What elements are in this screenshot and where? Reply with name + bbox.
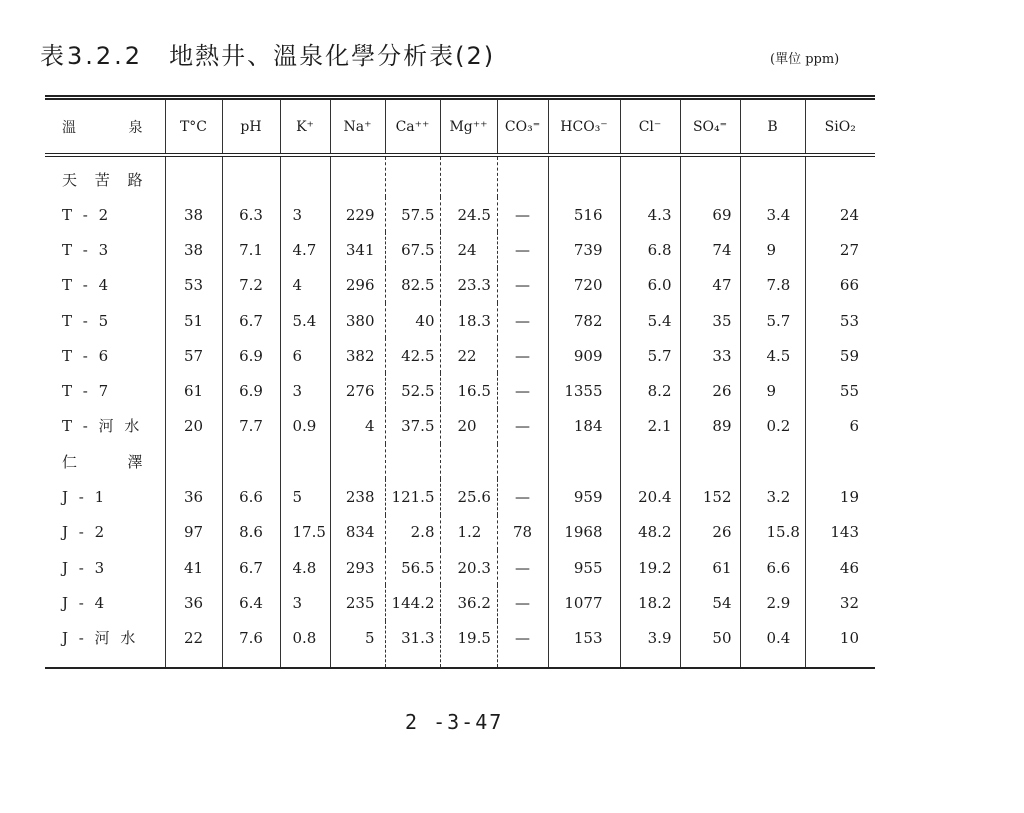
cell-temp: 36 <box>165 479 222 514</box>
column-header-ph: pH <box>222 98 280 156</box>
row-label: T - 7 <box>45 373 165 408</box>
cell-sio2: 32 <box>839 593 859 612</box>
cell-k: 6 <box>280 338 330 373</box>
cell-co3: — <box>497 479 548 514</box>
column-header-b: B <box>740 98 805 156</box>
table-row <box>45 479 875 514</box>
cell-hco3: 184 <box>548 409 620 444</box>
cell-so4: 26 <box>680 515 740 550</box>
cell-hco3: 739 <box>548 232 620 267</box>
empty-cell <box>440 155 497 197</box>
cell-temp: 22 <box>165 621 222 668</box>
cell-k: 4.8 <box>280 550 330 585</box>
table-row <box>45 515 875 550</box>
table-row <box>45 550 875 585</box>
cell-na: 5 <box>330 621 385 668</box>
empty-cell <box>805 444 875 479</box>
table-row <box>45 268 875 303</box>
empty-cell <box>385 444 440 479</box>
cell-b: 9 <box>740 232 805 267</box>
cell-so4: 69 <box>680 197 740 232</box>
table-row <box>45 232 875 267</box>
cell-co3: — <box>497 303 548 338</box>
column-header-ca: Ca⁺⁺ <box>385 98 440 156</box>
cell-co3: — <box>497 268 548 303</box>
column-header-hco3: HCO₃⁻ <box>548 98 620 156</box>
column-header-sio2: SiO₂ <box>805 98 875 156</box>
cell-b: 15.8 <box>740 515 805 550</box>
cell-hco3: 909 <box>548 338 620 373</box>
cell-ph: 7.7 <box>222 409 280 444</box>
cell-so4: 35 <box>680 303 740 338</box>
cell-hco3: 516 <box>548 197 620 232</box>
column-header-so4: SO₄⁼ <box>680 98 740 156</box>
table-row <box>45 197 875 232</box>
cell-b: 9 <box>740 373 805 408</box>
cell-so4: 47 <box>680 268 740 303</box>
cell-na: 229 <box>330 197 385 232</box>
cell-sio2: 19 <box>839 488 859 507</box>
empty-cell <box>280 444 330 479</box>
cell-hco3: 720 <box>548 268 620 303</box>
cell-mg: 24.5 <box>440 197 497 232</box>
cell-k: 5 <box>280 479 330 514</box>
cell-hco3: 782 <box>548 303 620 338</box>
cell-so4: 152 <box>680 479 740 514</box>
cell-ca: 40 <box>385 303 440 338</box>
row-label: T - 5 <box>45 303 165 338</box>
empty-cell <box>548 155 620 197</box>
cell-na: 296 <box>330 268 385 303</box>
cell-co3: — <box>497 585 548 620</box>
column-header-k: K⁺ <box>280 98 330 156</box>
cell-temp: 97 <box>165 515 222 550</box>
cell-b: 2.9 <box>740 585 805 620</box>
cell-so4: 50 <box>680 621 740 668</box>
cell-co3: — <box>497 338 548 373</box>
cell-co3: — <box>497 232 548 267</box>
empty-cell <box>330 155 385 197</box>
cell-hco3: 1077 <box>548 585 620 620</box>
cell-k: 0.9 <box>280 409 330 444</box>
cell-hco3: 1355 <box>548 373 620 408</box>
empty-cell <box>680 444 740 479</box>
column-header-mg: Mg⁺⁺ <box>440 98 497 156</box>
empty-cell <box>222 444 280 479</box>
empty-cell <box>222 155 280 197</box>
cell-ph: 6.9 <box>222 338 280 373</box>
table-row <box>45 585 875 620</box>
empty-cell <box>280 155 330 197</box>
cell-temp: 38 <box>165 197 222 232</box>
cell-mg: 1.2 <box>440 515 497 550</box>
cell-ca: 42.5 <box>385 338 440 373</box>
cell-ph: 6.9 <box>222 373 280 408</box>
cell-mg: 20.3 <box>440 550 497 585</box>
cell-mg: 25.6 <box>440 479 497 514</box>
cell-ph: 6.7 <box>222 550 280 585</box>
row-label: T - 河 水 <box>45 409 165 444</box>
empty-cell <box>165 444 222 479</box>
cell-hco3: 153 <box>548 621 620 668</box>
cell-ph: 6.3 <box>222 197 280 232</box>
cell-temp: 61 <box>165 373 222 408</box>
empty-cell <box>497 155 548 197</box>
row-label: J - 河 水 <box>45 621 165 668</box>
cell-cl: 4.3 <box>620 197 680 232</box>
cell-so4: 74 <box>680 232 740 267</box>
cell-ph: 7.2 <box>222 268 280 303</box>
cell-ph: 6.6 <box>222 479 280 514</box>
cell-ca: 52.5 <box>385 373 440 408</box>
cell-mg: 20 <box>440 409 497 444</box>
cell-co3: — <box>497 197 548 232</box>
cell-sio2: 53 <box>839 311 859 330</box>
cell-mg: 22 <box>440 338 497 373</box>
cell-co3: — <box>497 621 548 668</box>
cell-b: 4.5 <box>740 338 805 373</box>
column-header-temp: T°C <box>165 98 222 156</box>
cell-k: 3 <box>280 585 330 620</box>
cell-temp: 51 <box>165 303 222 338</box>
row-label: T - 3 <box>45 232 165 267</box>
cell-ph: 7.1 <box>222 232 280 267</box>
cell-mg: 36.2 <box>440 585 497 620</box>
cell-so4: 26 <box>680 373 740 408</box>
empty-cell <box>548 444 620 479</box>
cell-sio2: 46 <box>839 558 859 577</box>
empty-cell <box>385 155 440 197</box>
row-label: T - 2 <box>45 197 165 232</box>
cell-na: 834 <box>330 515 385 550</box>
cell-mg: 24 <box>440 232 497 267</box>
cell-mg: 23.3 <box>440 268 497 303</box>
cell-co3: — <box>497 550 548 585</box>
cell-ph: 6.7 <box>222 303 280 338</box>
cell-ca: 121.5 <box>385 479 440 514</box>
cell-b: 3.2 <box>740 479 805 514</box>
row-label: J - 2 <box>45 515 165 550</box>
cell-k: 5.4 <box>280 303 330 338</box>
row-label: T - 4 <box>45 268 165 303</box>
cell-ca: 2.8 <box>385 515 440 550</box>
analysis-table <box>45 95 875 669</box>
empty-cell <box>620 155 680 197</box>
column-header-co3: CO₃⁼ <box>497 98 548 156</box>
cell-temp: 41 <box>165 550 222 585</box>
row-label: J - 1 <box>45 479 165 514</box>
group-label: 仁 澤 <box>45 444 165 479</box>
table-number: 表3.2.2 <box>40 42 144 70</box>
cell-hco3: 955 <box>548 550 620 585</box>
cell-cl: 48.2 <box>620 515 680 550</box>
cell-k: 17.5 <box>280 515 330 550</box>
cell-co3: 78 <box>497 515 548 550</box>
cell-k: 4.7 <box>280 232 330 267</box>
cell-hco3: 1968 <box>548 515 620 550</box>
cell-mg: 18.3 <box>440 303 497 338</box>
cell-ca: 31.3 <box>385 621 440 668</box>
cell-so4: 54 <box>680 585 740 620</box>
cell-ca: 82.5 <box>385 268 440 303</box>
row-label: T - 6 <box>45 338 165 373</box>
column-header-cl: Cl⁻ <box>620 98 680 156</box>
table-body <box>45 155 875 668</box>
unit-label: (單位 ppm) <box>770 52 840 67</box>
cell-na: 4 <box>330 409 385 444</box>
cell-sio2: 10 <box>839 629 859 648</box>
cell-sio2: 24 <box>839 205 859 224</box>
page-number: 2 -3-47 <box>405 710 504 734</box>
empty-cell <box>805 155 875 197</box>
empty-cell <box>620 444 680 479</box>
cell-b: 0.2 <box>740 409 805 444</box>
cell-sio2: 66 <box>839 276 859 295</box>
cell-na: 276 <box>330 373 385 408</box>
cell-ph: 6.4 <box>222 585 280 620</box>
cell-sio2: 59 <box>839 346 859 365</box>
cell-cl: 20.4 <box>620 479 680 514</box>
cell-b: 3.4 <box>740 197 805 232</box>
cell-sio2: 55 <box>839 382 859 401</box>
cell-hco3: 959 <box>548 479 620 514</box>
column-header-na: Na⁺ <box>330 98 385 156</box>
cell-cl: 6.8 <box>620 232 680 267</box>
table-row <box>45 409 875 444</box>
cell-ph: 8.6 <box>222 515 280 550</box>
empty-cell <box>680 155 740 197</box>
cell-mg: 19.5 <box>440 621 497 668</box>
row-label: J - 4 <box>45 585 165 620</box>
cell-ca: 57.5 <box>385 197 440 232</box>
table-row <box>45 373 875 408</box>
cell-ca: 37.5 <box>385 409 440 444</box>
empty-cell <box>440 444 497 479</box>
cell-k: 3 <box>280 373 330 408</box>
cell-so4: 33 <box>680 338 740 373</box>
empty-cell <box>330 444 385 479</box>
cell-co3: — <box>497 373 548 408</box>
group-row <box>45 155 875 197</box>
cell-sio2: 27 <box>839 240 859 259</box>
cell-cl: 8.2 <box>620 373 680 408</box>
row-label: J - 3 <box>45 550 165 585</box>
table-header-row <box>45 98 875 156</box>
empty-cell <box>497 444 548 479</box>
cell-na: 238 <box>330 479 385 514</box>
cell-temp: 20 <box>165 409 222 444</box>
cell-so4: 89 <box>680 409 740 444</box>
cell-ph: 7.6 <box>222 621 280 668</box>
cell-na: 341 <box>330 232 385 267</box>
group-row <box>45 444 875 479</box>
empty-cell <box>165 155 222 197</box>
cell-so4: 61 <box>680 550 740 585</box>
cell-b: 0.4 <box>740 621 805 668</box>
cell-k: 3 <box>280 197 330 232</box>
cell-na: 235 <box>330 585 385 620</box>
cell-na: 382 <box>330 338 385 373</box>
cell-b: 5.7 <box>740 303 805 338</box>
table-head <box>45 98 875 156</box>
cell-cl: 3.9 <box>620 621 680 668</box>
cell-na: 380 <box>330 303 385 338</box>
cell-temp: 57 <box>165 338 222 373</box>
table-row <box>45 303 875 338</box>
cell-sio2: 6 <box>849 417 859 436</box>
cell-temp: 36 <box>165 585 222 620</box>
cell-ca: 56.5 <box>385 550 440 585</box>
cell-b: 7.8 <box>740 268 805 303</box>
table-row <box>45 621 875 668</box>
cell-na: 293 <box>330 550 385 585</box>
cell-temp: 38 <box>165 232 222 267</box>
cell-temp: 53 <box>165 268 222 303</box>
cell-k: 0.8 <box>280 621 330 668</box>
cell-sio2: 143 <box>830 523 859 542</box>
cell-cl: 5.7 <box>620 338 680 373</box>
cell-co3: — <box>497 409 548 444</box>
cell-cl: 5.4 <box>620 303 680 338</box>
cell-cl: 18.2 <box>620 585 680 620</box>
table-caption <box>40 40 495 72</box>
empty-cell <box>740 444 805 479</box>
cell-ca: 67.5 <box>385 232 440 267</box>
cell-k: 4 <box>280 268 330 303</box>
table-title: 地熱井、溫泉化學分析表(2) <box>169 42 496 70</box>
column-header-site: 溫 泉 <box>45 98 165 156</box>
group-label: 天 苦 路 <box>45 155 165 197</box>
cell-b: 6.6 <box>740 550 805 585</box>
cell-cl: 6.0 <box>620 268 680 303</box>
cell-mg: 16.5 <box>440 373 497 408</box>
cell-ca: 144.2 <box>385 585 440 620</box>
table-row <box>45 338 875 373</box>
empty-cell <box>740 155 805 197</box>
cell-cl: 19.2 <box>620 550 680 585</box>
cell-cl: 2.1 <box>620 409 680 444</box>
